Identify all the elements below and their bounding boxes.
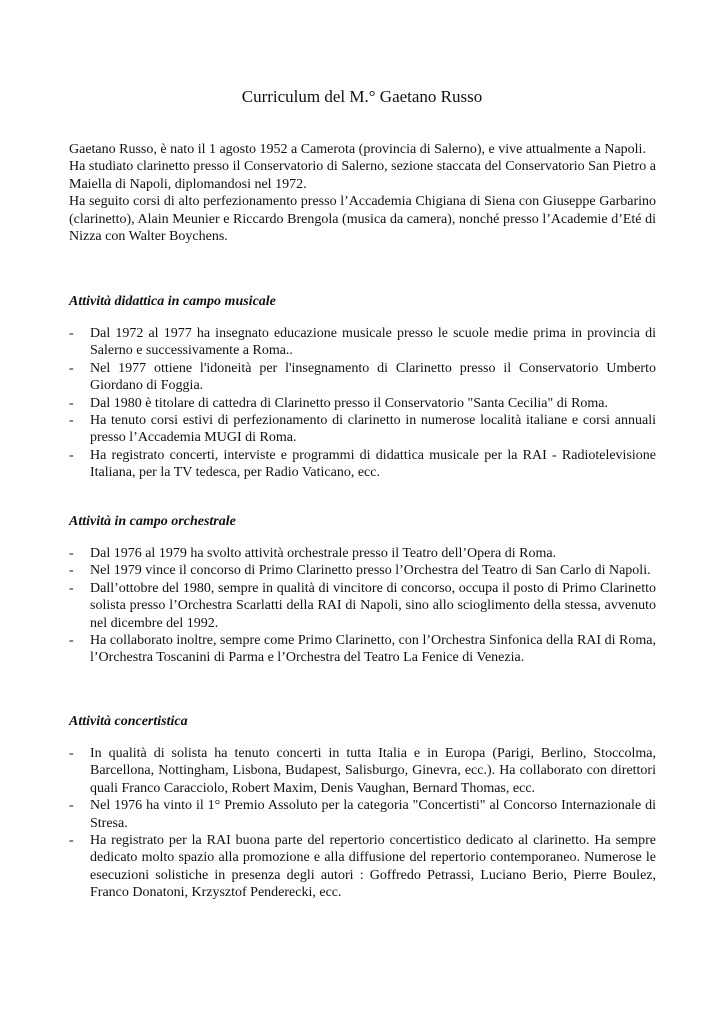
document-title: Curriculum del M.° Gaetano Russo	[241, 87, 483, 106]
list-item: - Ha collaborato inoltre, sempre come Primo Clarinetto, con l’Orchestra Sinfonica della RAI di Roma, l’Orchestra Toscanini di Parma e l’Orchestra del Teatro La Fenice di Venezia.	[69, 633, 656, 666]
intro-paragraph-birth: Gaetano Russo, è nato il 1 agosto 1952 a Camerota (provincia di Salerno), e vive attualmente a Napoli.	[69, 142, 646, 157]
list-item: - Ha registrato concerti, interviste e programmi di didattica musicale per la RAI - Radiotelevisione Italiana, per la TV tedesca, per Radio Vaticano, ecc.	[69, 447, 656, 481]
bullet-dash: -	[69, 326, 74, 341]
list-item: - Dal 1976 al 1979 ha svolto attività orchestrale presso il Teatro dell’Opera di Roma.	[69, 546, 557, 561]
bullet-dash: -	[69, 633, 74, 649]
section-list-didattica	[69, 325, 656, 482]
list-item: - Ha tenuto corsi estivi di perfezionamento di clarinetto in numerose località italiane e corsi annuali presso l’Accademia MUGI di Roma.	[69, 413, 656, 446]
bullet-dash: -	[69, 833, 74, 849]
list-item: - Ha registrato per la RAI buona parte del repertorio concertistico dedicato al clarinetto. Ha sempre dedicato molto spazio alla promozione e alla diffusione del repertorio contemporaneo. Numerose le esecuzioni solistiche in presenza degli autori : Goffredo Petrassi, Luciano Berio, Pierre Boulez, Franco Donatoni, Krzysztof Penderecki, ecc.	[69, 833, 656, 901]
bullet-dash: -	[69, 546, 74, 561]
intro-paragraph-courses: Ha seguito corsi di alto perfezionamento presso l’Accademia Chigiana di Siena con Giuseppe Garbarino (clarinetto), Alain Meunier e Riccardo Brengola (musica da camera), nonché presso l’Academie d’Eté di Nizza con Walter Boychens.	[69, 194, 656, 245]
bullet-dash: -	[69, 395, 74, 411]
section-heading-concertistica: Attività concertistica	[69, 714, 188, 729]
bullet-dash: -	[69, 360, 74, 376]
list-item: - Nel 1977 ottiene l'idoneità per l'insegnamento di Clarinetto presso il Conservatorio Umberto Giordano di Foggia.	[69, 360, 656, 394]
bullet-dash: -	[69, 447, 74, 463]
section-list-orchestrale	[69, 545, 656, 667]
list-item: - Nel 1976 ha vinto il 1° Premio Assoluto per la categoria "Concertisti" al Concorso Internazionale di Stresa.	[69, 798, 656, 831]
intro-paragraphs	[69, 141, 656, 245]
list-item: - Dall’ottobre del 1980, sempre in qualità di vincitore di concorso, occupa il posto di Primo Clarinetto solista presso l’Orchestra Scarlatti della RAI di Napoli, sino allo scioglimento della stessa, avvenuto nel dicembre del 1992.	[69, 580, 656, 631]
section-heading-didattica: Attività didattica in campo musicale	[69, 294, 276, 309]
bullet-dash: -	[69, 413, 74, 429]
bullet-dash: -	[69, 580, 74, 596]
list-item: - In qualità di solista ha tenuto concerti in tutta Italia e in Europa (Parigi, Berlino, Stoccolma, Barcellona, Nottingham, Lisbona, Budapest, Salisburgo, Ginevra, ecc.). Ha collaborato con direttori quali Franco Caracciolo, Robert Maxim, Denis Vaughan, Bernard Thomas, ecc.	[69, 746, 656, 796]
bullet-dash: -	[69, 798, 74, 814]
section-list-concertistica	[69, 745, 656, 902]
section-heading-orchestrale: Attività in campo orchestrale	[69, 514, 236, 529]
bullet-dash: -	[69, 746, 74, 761]
list-item: - Dal 1972 al 1977 ha insegnato educazione musicale presso le scuole medie prima in provincia di Salerno e successivamente a Roma..	[69, 326, 656, 359]
list-item: - Nel 1979 vince il concorso di Primo Clarinetto presso l’Orchestra del Teatro di San Carlo di Napoli.	[69, 563, 651, 579]
intro-paragraph-studies: Ha studiato clarinetto presso il Conservatorio di Salerno, sezione staccata del Conservatorio San Pietro a Maiella di Napoli, diplomandosi nel 1972.	[69, 159, 656, 192]
bullet-dash: -	[69, 563, 74, 579]
list-item: - Dal 1980 è titolare di cattedra di Clarinetto presso il Conservatorio "Santa Cecilia" di Roma.	[69, 395, 609, 411]
